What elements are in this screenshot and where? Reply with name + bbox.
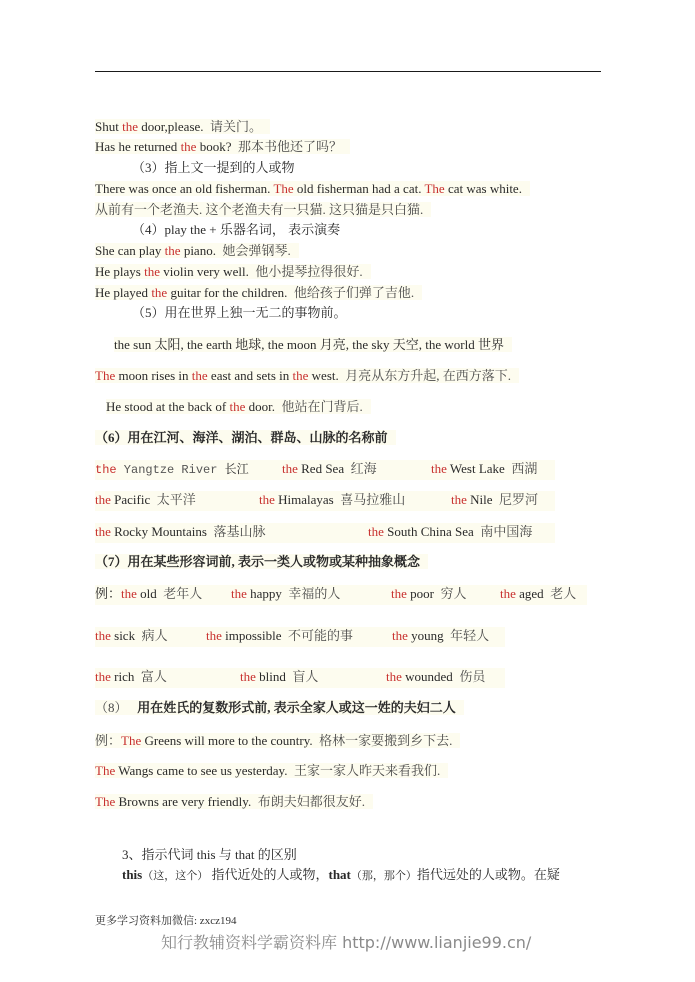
- list-item: the blind 盲人: [240, 669, 319, 684]
- section-4-heading: （4）play the + 乐器名词， 表示演奏: [132, 222, 341, 237]
- section-6-heading: （6）用在江河、海洋、湖泊、群岛、山脉的名称前: [95, 429, 396, 447]
- list-item: the Red Sea 红海: [282, 461, 377, 476]
- section-6-row: [95, 460, 555, 480]
- list-item: the poor 穷人: [391, 586, 467, 601]
- section-8-example: The Browns are very friendly. 布朗夫妇都很友好.: [95, 793, 373, 811]
- section-4-example: He played the guitar for the children. 他给孩子们弹了吉他.: [95, 284, 422, 302]
- section-7-row: [95, 668, 505, 688]
- section-7-heading: （7）用在某些形容词前, 表示一类人或物或某种抽象概念: [95, 553, 428, 571]
- section-8-heading: （8） 用在姓氏的复数形式前, 表示全家人或这一姓的夫妇二人: [95, 699, 464, 717]
- list-item: the aged 老人: [500, 586, 577, 601]
- section-3-heading: （3）指上文一提到的人或物: [132, 160, 295, 175]
- section-4-example: He plays the violin very well. 他小提琴拉得很好.: [95, 263, 371, 281]
- section-5-example: The moon rises in the east and sets in the west. 月亮从东方升起, 在西方落下.: [95, 367, 519, 385]
- section-8-example: The Wangs came to see us yesterday. 王家一家人昨天来看我们.: [95, 762, 448, 780]
- section-5-example: He stood at the back of the door. 他站在门背后.: [106, 398, 371, 416]
- list-item: the impossible 不可能的事: [206, 628, 353, 643]
- section-4-example: She can play the piano. 她会弹钢琴.: [95, 242, 299, 260]
- list-item: the young 年轻人: [392, 628, 490, 643]
- footer-note: 更多学习资料加微信: zxcz194: [95, 915, 237, 927]
- list-item: the Rocky Mountains 落基山脉: [95, 524, 266, 539]
- watermark: 知行教辅资料学霸资料库 http://www.lianjie99.cn/: [161, 933, 532, 952]
- list-item: the South China Sea 南中国海: [368, 524, 533, 539]
- list-item: the happy 幸福的人: [231, 586, 341, 601]
- list-item: the Nile 尼罗河: [451, 492, 539, 507]
- section-6-row: [95, 491, 555, 511]
- example-line: Shut the door,please. 请关门。: [95, 118, 270, 136]
- list-item: the rich 富人: [95, 669, 167, 684]
- section-7-row: [95, 627, 505, 647]
- example-line: Has he returned the book? 那本书他还了吗？: [95, 138, 350, 156]
- list-item: the West Lake 西湖: [431, 461, 538, 476]
- list-item: the Himalayas 喜马拉雅山: [259, 492, 406, 507]
- section-3-example-cn: 从前有一个老渔夫. 这个老渔夫有一只猫. 这只猫是只白猫.: [95, 201, 431, 219]
- list-item: the Yangtze River 长江: [95, 462, 249, 477]
- header-rule: [95, 71, 601, 72]
- section-6-row: [95, 523, 555, 543]
- list-item: the Pacific 太平洋: [95, 492, 196, 507]
- demonstratives-heading: 3、指示代词 this 与 that 的区别: [122, 847, 297, 862]
- section-5-unique-list: the sun 太阳, the earth 地球, the moon 月亮, the sky 天空, the world 世界: [114, 336, 512, 354]
- section-5-heading: （5）用在世界上独一无二的事物前。: [132, 305, 347, 320]
- section-8-example: 例：The Greens will more to the country. 格林一家要搬到乡下去.: [95, 732, 460, 750]
- section-3-example-en: There was once an old fisherman. The old fisherman had a cat. The cat was white.: [95, 180, 530, 198]
- list-item: 例：the old 老年人: [95, 586, 203, 601]
- demonstratives-text: this（这，这个） 指代近处的人或物，that（那，那个）指代远处的人或物。在疑: [122, 867, 560, 882]
- list-item: the sick 病人: [95, 628, 168, 643]
- list-item: the wounded 伤员: [386, 669, 486, 684]
- section-7-row: [95, 585, 587, 605]
